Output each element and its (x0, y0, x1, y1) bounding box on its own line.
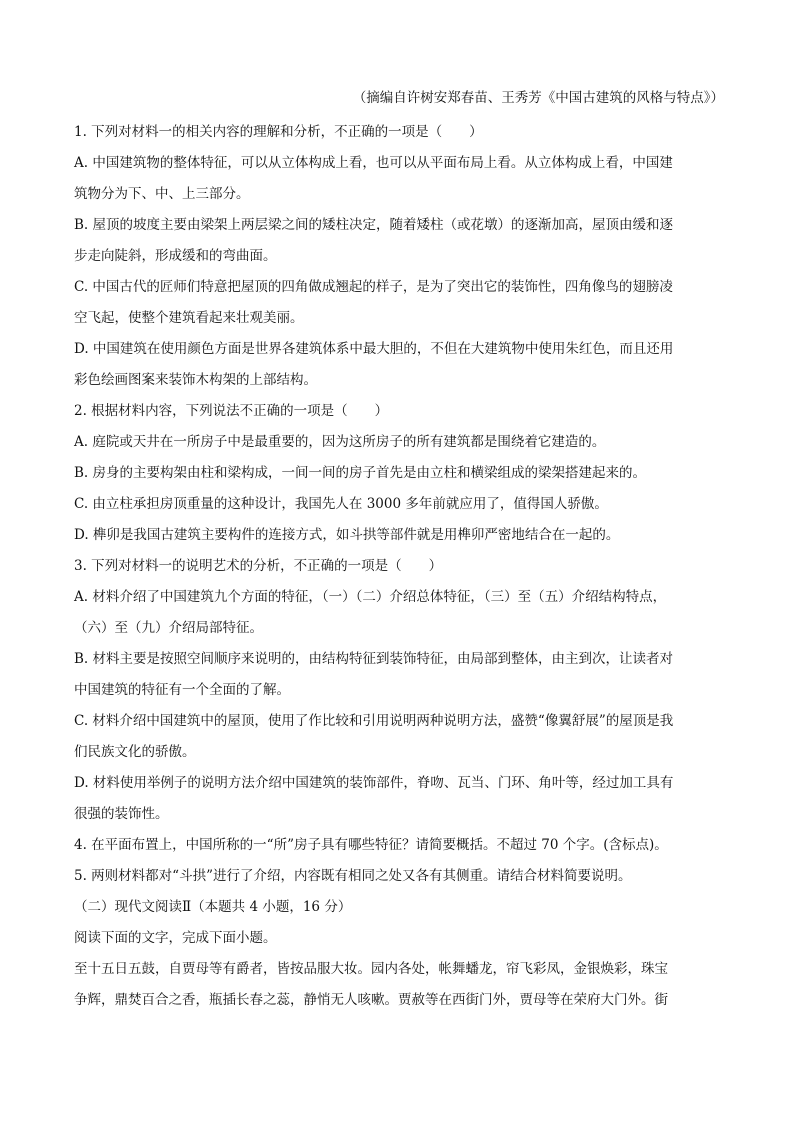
q2-option-d: D. 榫卯是我国古建筑主要构件的连接方式，如斗拱等部件就是用榫卯严密地结合在一起的。 (74, 527, 620, 543)
q1-option-b-line2: 步走向陡斜，形成缓和的弯曲面。 (74, 248, 277, 264)
question-2: 2. 根据材料内容，下列说法不正确的一项是（ ） (74, 403, 389, 419)
q3-option-a-line2: （六）至（九）介绍局部特征。 (74, 620, 263, 636)
q2-option-c: C. 由立柱承担房顶重量的这种设计，我国先人在 3000 多年前就应用了，值得国人骄傲。 (74, 496, 608, 512)
q1-option-b-line1: B. 屋顶的坡度主要由梁架上两层梁之间的矮柱决定，随着矮柱（或花墩）的逐渐加高，屋顶由缓和逐 (74, 217, 674, 233)
q1-option-a-line1: A. 中国建筑物的整体特征，可以从立体构成上看，也可以从平面布局上看。从立体构成上看，中国建 (74, 155, 673, 171)
q1-option-c-line1: C. 中国古代的匠师们特意把屋顶的四角做成翘起的样子，是为了突出它的装饰性，四角像鸟的翅膀凌 (74, 279, 673, 295)
q3-option-a-line1: A. 材料介绍了中国建筑九个方面的特征，（一）（二）介绍总体特征，（三）至（五）介绍结构特点， (74, 589, 667, 605)
question-3: 3. 下列对材料一的说明艺术的分析，不正确的一项是（ ） (74, 558, 443, 574)
q3-option-d-line1: D. 材料使用举例子的说明方法介绍中国建筑的装饰部件，脊吻、瓦当、门环、角叶等，经过加工具有 (74, 775, 674, 791)
question-4: 4. 在平面布置上，中国所称的一“所”房子具有哪些特征？请简要概括。不超过 70 个字。(含标点)。 (74, 837, 668, 853)
q1-option-d-line1: D. 中国建筑在使用颜色方面是世界各建筑体系中最大胆的，不但在大建筑物中使用朱红色，而且还用 (74, 341, 674, 357)
q1-option-d-line2: 彩色绘画图案来装饰木构架的上部结构。 (74, 372, 317, 388)
question-5: 5. 两则材料都对“斗拱”进行了介绍，内容既有相同之处又各有其侧重。请结合材料简要说明。 (74, 868, 632, 884)
passage-line-2: 争辉，鼎焚百合之香，瓶插长春之蕊，静悄无人咳嗽。贾赦等在西街门外，贾母等在荣府大门外。街 (74, 992, 668, 1008)
q1-option-a-line2: 筑物分为下、中、上三部分。 (74, 186, 250, 202)
passage-line-1: 至十五日五鼓，自贾母等有爵者，皆按品服大妆。园内各处，帐舞蟠龙，帘飞彩凤，金银焕彩，珠宝 (74, 961, 668, 977)
reading-instruction: 阅读下面的文字，完成下面小题。 (74, 930, 277, 946)
question-1: 1. 下列对材料一的相关内容的理解和分析，不正确的一项是（ ） (74, 124, 483, 140)
q1-option-c-line2: 空飞起，使整个建筑看起来壮观美丽。 (74, 310, 304, 326)
q3-option-c-line1: C. 材料介绍中国建筑中的屋顶，使用了作比较和引用说明两种说明方法，盛赞“像翼舒展”的屋顶是我 (74, 713, 674, 729)
section-heading: （二）现代文阅读Ⅱ（本题共 4 小题，16 分） (74, 899, 352, 915)
q3-option-c-line2: 们民族文化的骄傲。 (74, 744, 196, 760)
q2-option-a: A. 庭院或天井在一所房子中是最重要的，因为这所房子的所有建筑都是围绕着它建造的。 (74, 434, 606, 450)
q3-option-b-line2: 中国建筑的特征有一个全面的了解。 (74, 682, 290, 698)
q3-option-b-line1: B. 材料主要是按照空间顺序来说明的，由结构特征到装饰特征，由局部到整体，由主到次，让读者对 (74, 651, 674, 667)
source-citation: （摘编自许树安郑春苗、王秀芳《中国古建筑的风格与特点》） (352, 90, 724, 106)
q3-option-d-line2: 很强的装饰性。 (74, 806, 169, 822)
q2-option-b: B. 房身的主要构架由柱和梁构成，一间一间的房子首先是由立柱和横梁组成的梁架搭建起来的。 (74, 465, 647, 481)
